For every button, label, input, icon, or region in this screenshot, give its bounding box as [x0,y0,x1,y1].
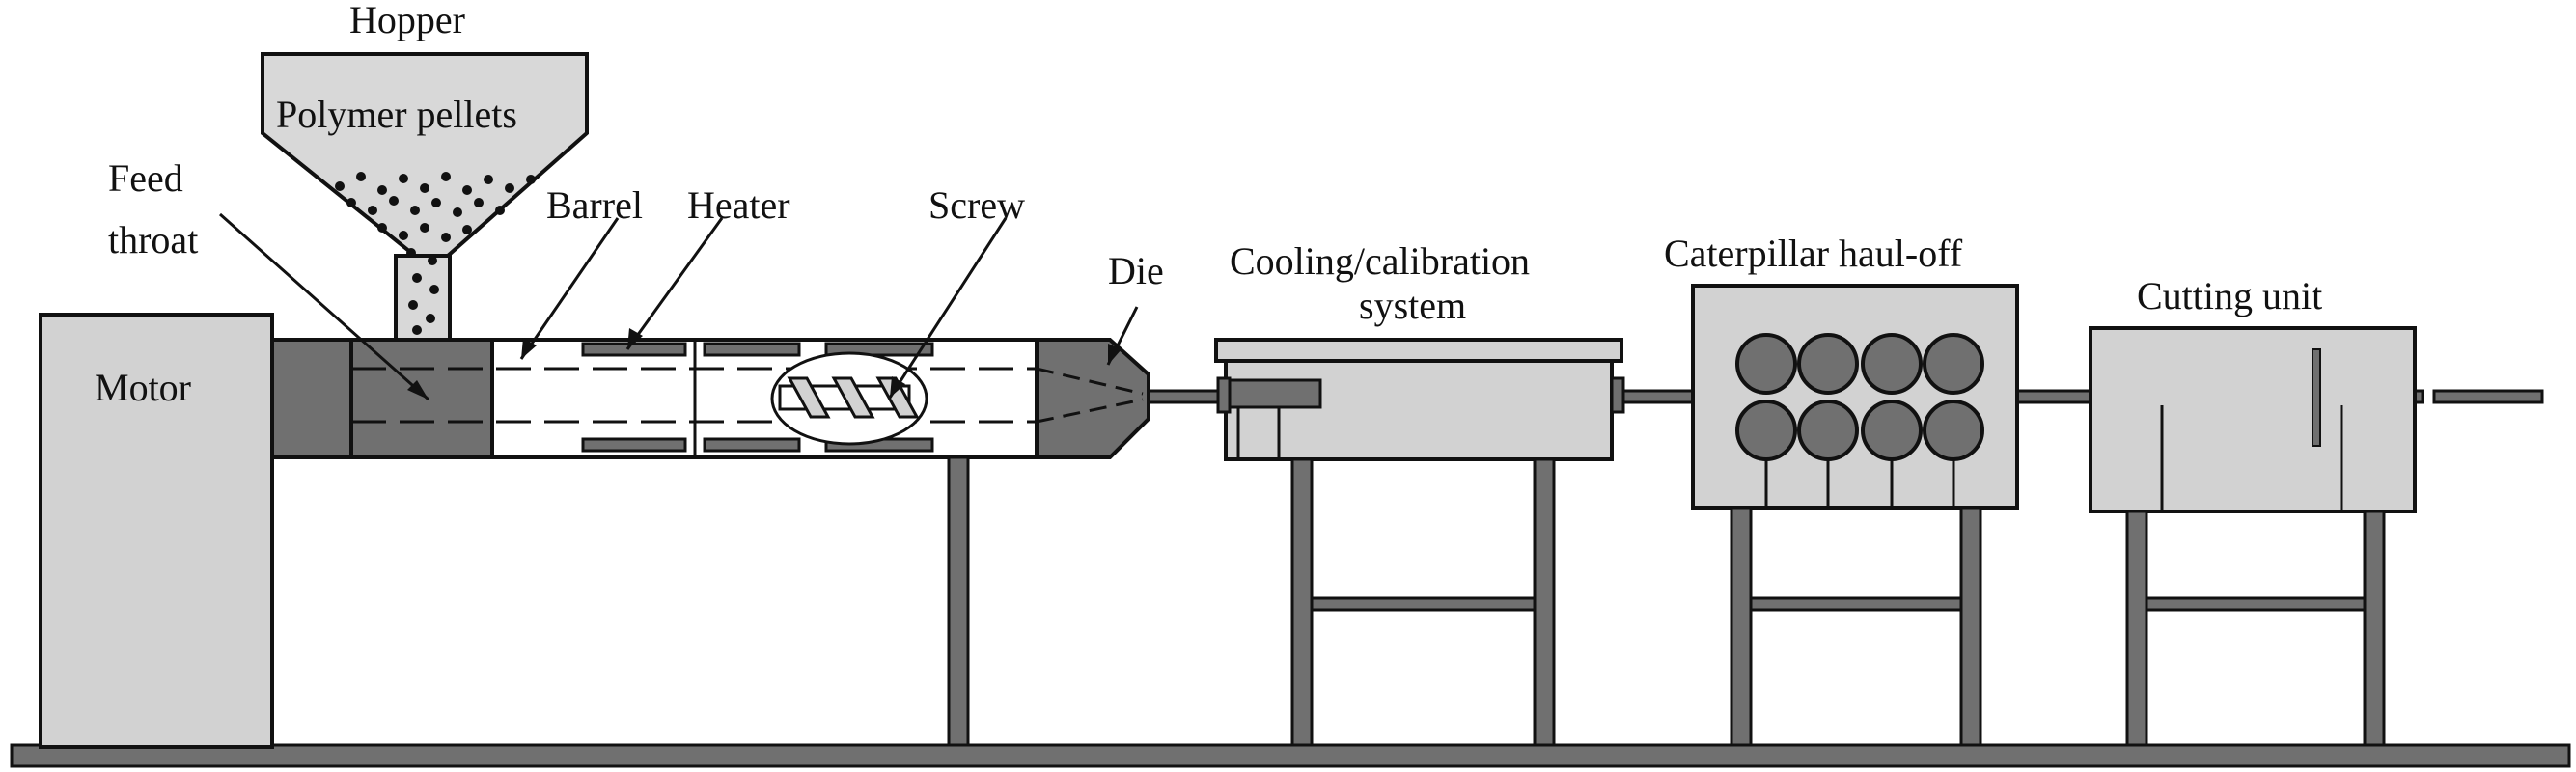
feed-throat-label-line1: Feed [108,156,183,200]
extruder-support-leg [949,457,968,745]
motor-coupling [272,340,351,457]
feed-throat-label-line2: throat [108,218,199,262]
barrel-label: Barrel [546,183,643,227]
die-label: Die [1108,249,1164,292]
pellets-label: Polymer pellets [276,93,517,136]
motor [41,315,272,747]
floor-base [12,745,2569,766]
haul-off-stand [1731,508,1980,745]
motor-label: Motor [95,366,191,409]
haul-off-label: Caterpillar haul-off [1664,232,1963,275]
cutting-unit [2091,328,2415,511]
cutting-unit-label: Cutting unit [2137,274,2323,317]
cooling-label-line2: system [1359,284,1467,327]
screw [772,353,927,444]
die [1037,340,1149,457]
screw-label: Screw [928,183,1025,227]
caterpillar-haul-off [1693,286,2017,508]
cutting-stand [2127,511,2384,745]
feed-throat-block [351,340,492,457]
cooling-stand [1292,459,1554,745]
heater-label: Heater [687,183,790,227]
cooling-label-line1: Cooling/calibration [1230,239,1531,283]
hopper-label: Hopper [349,0,465,41]
extruded-profile-cut-piece [2434,391,2542,402]
cooling-calibration-tank [1216,340,1623,459]
